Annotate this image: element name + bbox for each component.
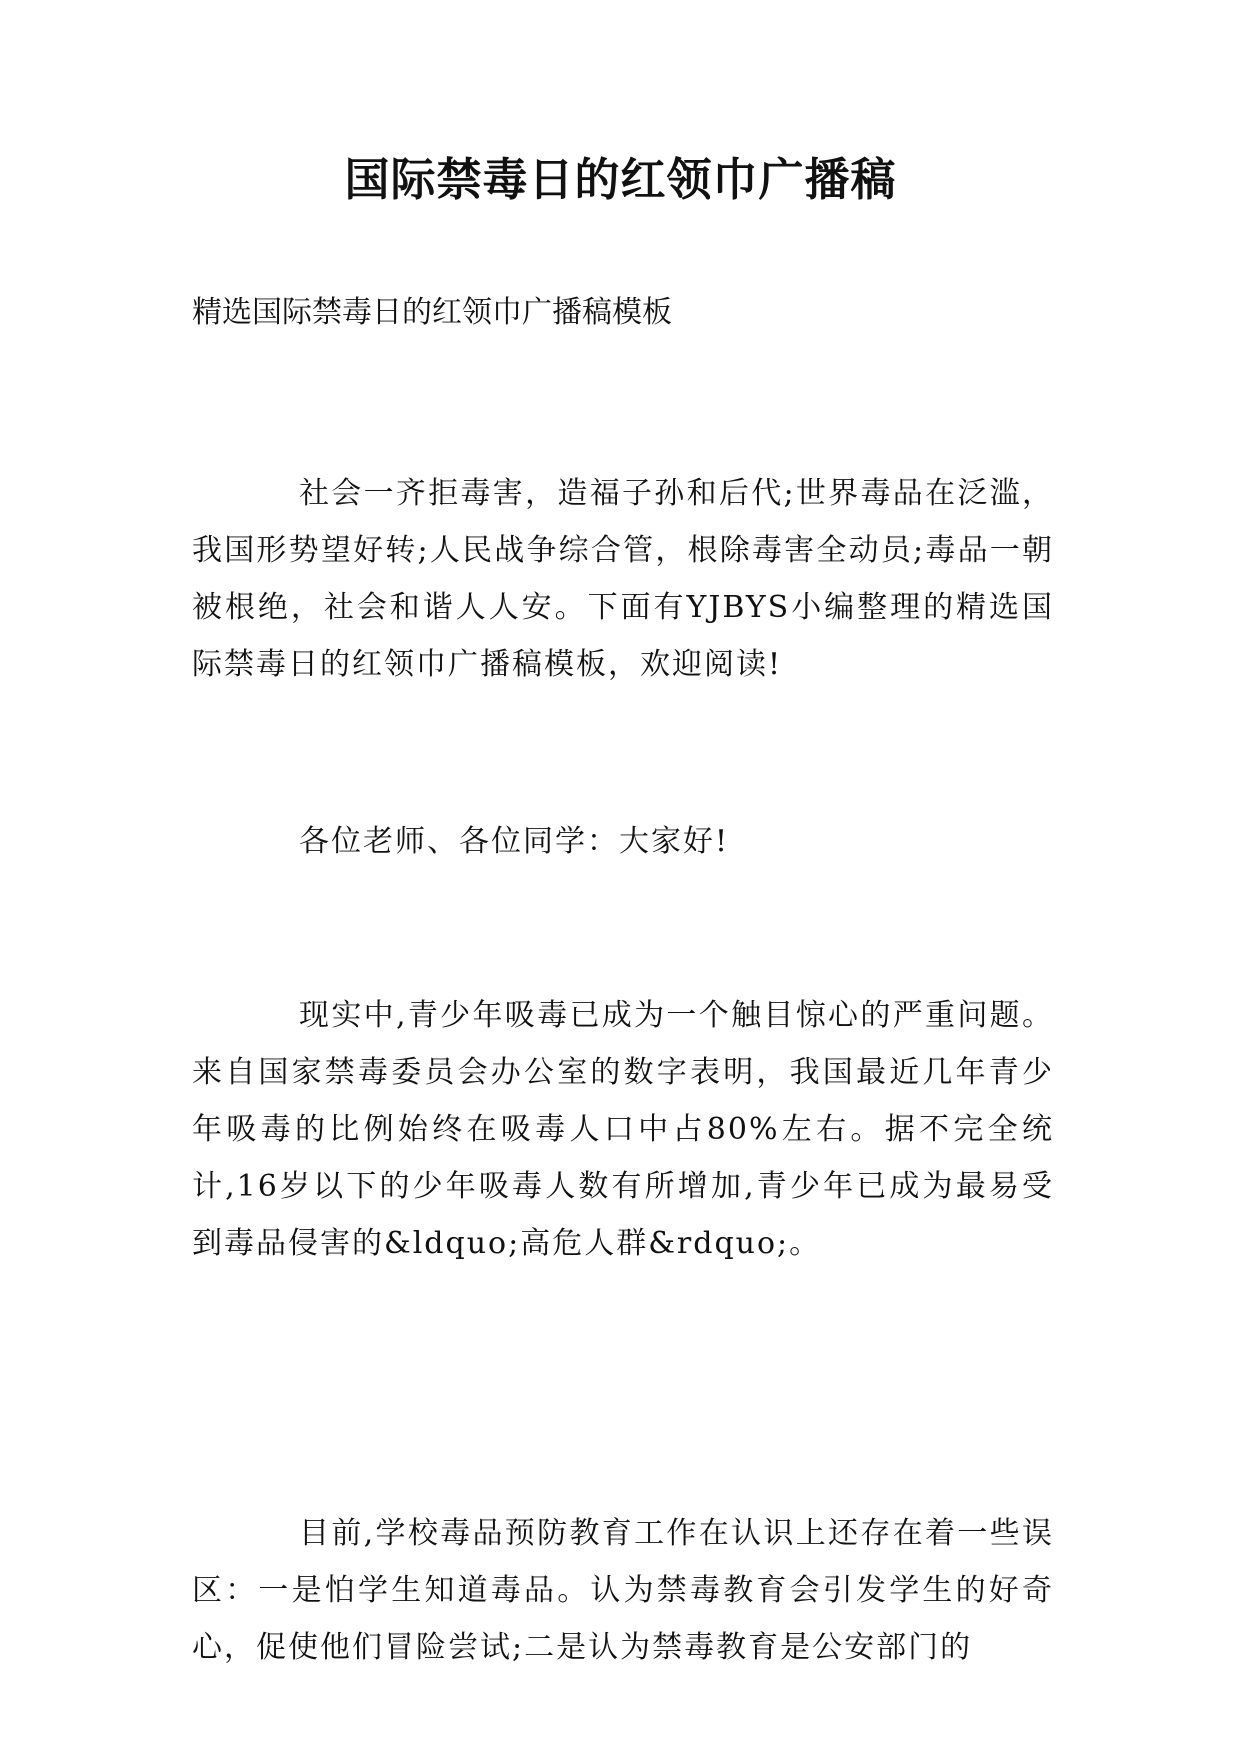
paragraph-intro: 社会一齐拒毒害，造福子孙和后代;世界毒品在泛滥，我国形势望好转;人民战争综合管，根除毒害全动员;毒品一朝被根绝，社会和谐人人安。下面有YJBYS小编整理的精选国际禁毒日的红领巾广播稿模板，欢迎阅读!: [192, 476, 1054, 682]
document-subtitle: 精选国际禁毒日的红领巾广播稿模板: [192, 295, 672, 330]
document-title: 国际禁毒日的红领巾广播稿: [344, 153, 897, 206]
paragraph-current: 目前,学校毒品预防教育工作在认识上还存在着一些误区：一是怕学生知道毒品。认为禁毒教育会引发学生的好奇心，促使他们冒险尝试;二是认为禁毒教育是公安部门的: [192, 1516, 1054, 1665]
paragraph-greeting: 各位老师、各位同学：大家好!: [299, 824, 730, 859]
paragraph-reality: 现实中,青少年吸毒已成为一个触目惊心的严重问题。来自国家禁毒委员会办公室的数字表明，我国最近几年青少年吸毒的比例始终在吸毒人口中占80%左右。据不完全统计,16岁以下的少年吸毒人数有所增加,青少年已成为最易受到毒品侵害的&ldquo;高危人群&rdquo;。: [192, 998, 1054, 1261]
